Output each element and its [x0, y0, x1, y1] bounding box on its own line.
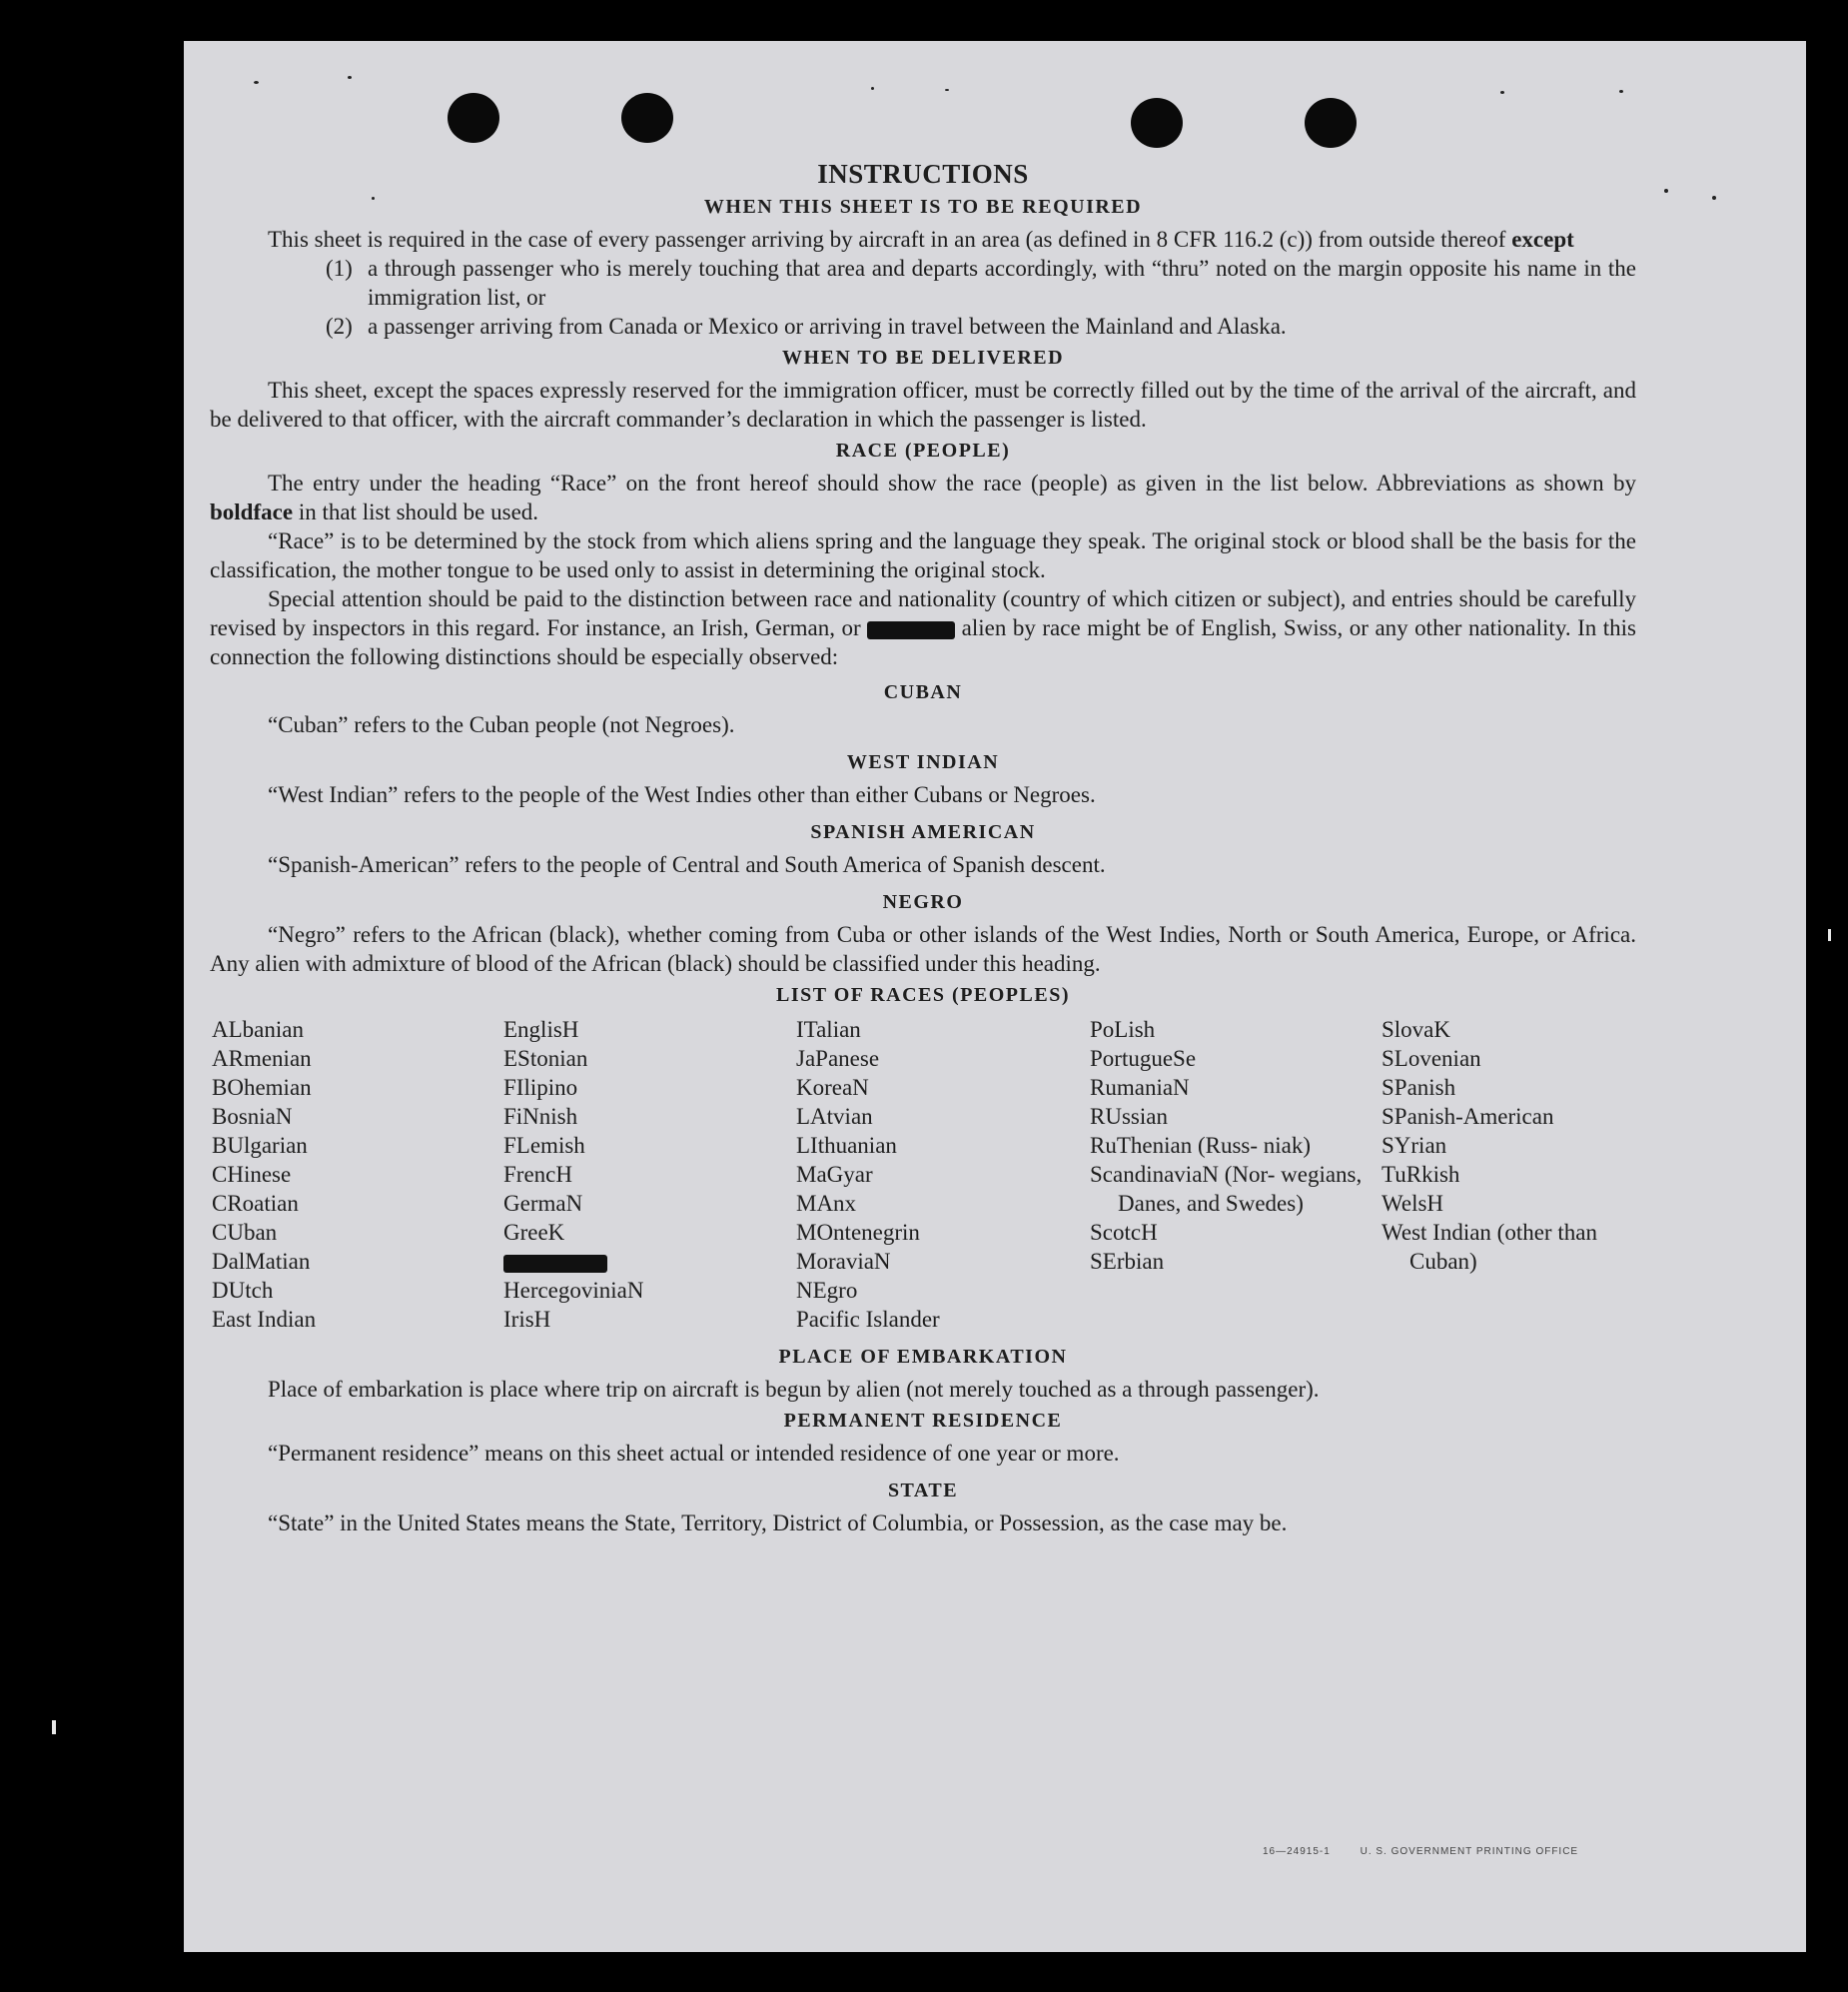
instructions-body [210, 159, 1636, 1537]
punch-hole [1131, 98, 1183, 148]
race-entry: CRoatian [212, 1191, 299, 1216]
race-entry: DalMatian [212, 1249, 311, 1274]
race-entry: CHinese [212, 1162, 292, 1187]
list-item: (2) a passenger arriving from Canada or Mexico or arriving in travel between the Mainland and Alaska. [326, 314, 1287, 339]
race-entry: GermaN [503, 1191, 583, 1216]
embarkation-text: Place of embarkation is place where trip on aircraft is begun by alien (not merely touched as a through passenger). [268, 1377, 1320, 1402]
race-entry: WelsH [1382, 1191, 1444, 1216]
section-heading-race: RACE (PEOPLE) [835, 440, 1011, 462]
race-entry: BosniaN [212, 1104, 293, 1129]
section-heading-west-indian: WEST INDIAN [846, 751, 1000, 773]
race-entry: SYrian [1382, 1133, 1447, 1158]
scan-mark [1828, 929, 1831, 941]
race-entry: FrencH [503, 1162, 572, 1187]
dust-speck [254, 81, 259, 84]
race-entry: ScandinaviaN (Nor- wegians, Danes, and Swedes) [1090, 1162, 1363, 1216]
dust-speck [1712, 196, 1716, 200]
section-heading-spanish-american: SPANISH AMERICAN [810, 821, 1036, 843]
dust-speck [1500, 91, 1504, 94]
race-entry: FiNnish [503, 1104, 578, 1129]
race-entry: MoraviaN [796, 1249, 891, 1274]
race-entry: Pacific Islander [796, 1307, 940, 1332]
race-entry: HercegoviniaN [503, 1278, 644, 1303]
race-entry: JaPanese [796, 1046, 880, 1071]
race-entry: NEgro [796, 1278, 858, 1303]
race-entry: SPanish [1382, 1075, 1456, 1100]
race-paragraph-3: Special attention should be paid to the distinction between race and nationality (country of which citizen or subject), and entries should be carefully revised by inspectors in this regard. For instance, an Irish, German, or alien by race might be of English, Swiss, or any other nationality. In this connection the following distinctions should be especially observed: [210, 586, 1636, 669]
races-column-1 [212, 1015, 503, 1334]
race-entry: BOhemian [212, 1075, 312, 1100]
state-text: “State” in the United States means the State, Territory, District of Columbia, or Possession, as the case may be. [268, 1510, 1288, 1535]
race-entry: TuRkish [1382, 1162, 1460, 1187]
race-paragraph-1: The entry under the heading “Race” on the front hereof should show the race (people) as given in the list below. Abbreviations as shown by boldface in that list should be used. [210, 471, 1636, 524]
race-entry: DUtch [212, 1278, 274, 1303]
race-entry: ScotcH [1090, 1220, 1158, 1245]
race-entry: PortugueSe [1090, 1046, 1197, 1071]
section-heading-embarkation: PLACE OF EMBARKATION [778, 1346, 1068, 1368]
race-entry: ITalian [796, 1017, 861, 1042]
residence-text: “Permanent residence” means on this sheet actual or intended residence of one year or more. [268, 1441, 1120, 1466]
punch-hole [448, 93, 499, 143]
dust-speck [1619, 90, 1623, 93]
race-entry: SlovaK [1382, 1017, 1450, 1042]
race-entry: SPanish-American [1382, 1104, 1554, 1129]
race-entry: East Indian [212, 1307, 317, 1332]
race-entry: FLemish [503, 1133, 585, 1158]
race-entry: CUban [212, 1220, 278, 1245]
dust-speck [871, 87, 874, 90]
dust-speck [945, 89, 949, 91]
cuban-text: “Cuban” refers to the Cuban people (not Negroes). [268, 712, 735, 737]
race-entry [503, 1247, 796, 1276]
scan-mark [52, 1720, 56, 1734]
races-column-4 [1090, 1015, 1382, 1334]
section-heading-races-list: LIST OF RACES (PEOPLES) [775, 984, 1070, 1006]
race-entry: GreeK [503, 1220, 565, 1245]
race-entry: MOntenegrin [796, 1220, 920, 1245]
page-title: INSTRUCTIONS [817, 159, 1029, 189]
section-heading-residence: PERMANENT RESIDENCE [783, 1410, 1063, 1432]
print-footer [1263, 1846, 1604, 1857]
race-entry: RUssian [1090, 1104, 1168, 1129]
race-entry: MAnx [796, 1191, 857, 1216]
race-entry: FIlipino [503, 1075, 578, 1100]
race-entry: LAtvian [796, 1104, 873, 1129]
negro-text: “Negro” refers to the African (black), whether coming from Cuba or other islands of the West Indies, North or South America, Europe, or Africa. Any alien with admixture of blood of the African (black) should be classified under this heading. [210, 922, 1636, 976]
races-list [212, 1015, 1636, 1334]
section-heading-required: WHEN THIS SHEET IS TO BE REQUIRED [703, 196, 1143, 218]
delivered-text: This sheet, except the spaces expressly reserved for the immigration officer, must be correctly filled out by the time of the arrival of the aircraft, and be delivered to that officer, with the aircraft commander’s declaration in which the passenger is listed. [210, 378, 1636, 432]
race-entry: ALbanian [212, 1017, 304, 1042]
punch-hole [621, 93, 673, 143]
except-bold: except [1511, 227, 1574, 252]
race-entry: SErbian [1090, 1249, 1165, 1274]
race-entry: EStonian [503, 1046, 588, 1071]
race-entry: KoreaN [796, 1075, 869, 1100]
section-heading-state: STATE [887, 1480, 959, 1501]
race-entry: ARmenian [212, 1046, 312, 1071]
redaction-mark [503, 1255, 607, 1273]
document-sheet [184, 41, 1806, 1952]
races-column-5 [1382, 1015, 1641, 1334]
race-entry: West Indian (other than Cuban) [1382, 1220, 1597, 1274]
list-item: (1) a through passenger who is merely touching that area and departs accordingly, with “thru” noted on the margin opposite his name in the immigration list, or [326, 256, 1636, 310]
race-entry: RumaniaN [1090, 1075, 1190, 1100]
race-entry: IrisH [503, 1307, 551, 1332]
race-entry: RuThenian (Russ- niak) [1090, 1133, 1312, 1158]
dust-speck [1664, 189, 1668, 193]
race-entry: SLovenian [1382, 1046, 1481, 1071]
required-intro: This sheet is required in the case of every passenger arriving by aircraft in an area (as defined in 8 CFR 116.2 (c)) from outside thereof except [268, 227, 1574, 252]
redaction-mark [867, 621, 955, 639]
race-entry: PoLish [1090, 1017, 1156, 1042]
race-paragraph-2: “Race” is to be determined by the stock from which aliens spring and the language they speak. The original stock or blood shall be the basis for the classification, the mother tongue to be used only to assist in determining the original stock. [210, 528, 1636, 582]
race-entry: LIthuanian [796, 1133, 897, 1158]
race-entry: MaGyar [796, 1162, 873, 1187]
west-indian-text: “West Indian” refers to the people of the West Indies other than either Cubans or Negroes. [268, 782, 1096, 807]
dust-speck [348, 76, 352, 79]
form-number: 16—24915-1 [1263, 1846, 1331, 1857]
spanish-american-text: “Spanish-American” refers to the people of Central and South America of Spanish descent. [268, 852, 1106, 877]
race-entry: EnglisH [503, 1017, 579, 1042]
race-entry: BUlgarian [212, 1133, 308, 1158]
section-heading-cuban: CUBAN [883, 681, 963, 703]
printer-imprint: U. S. GOVERNMENT PRINTING OFFICE [1360, 1846, 1579, 1857]
races-column-2 [503, 1015, 796, 1334]
section-heading-delivered: WHEN TO BE DELIVERED [781, 347, 1065, 369]
section-heading-negro: NEGRO [882, 891, 964, 913]
races-column-3 [796, 1015, 1090, 1334]
punch-hole [1305, 98, 1357, 148]
